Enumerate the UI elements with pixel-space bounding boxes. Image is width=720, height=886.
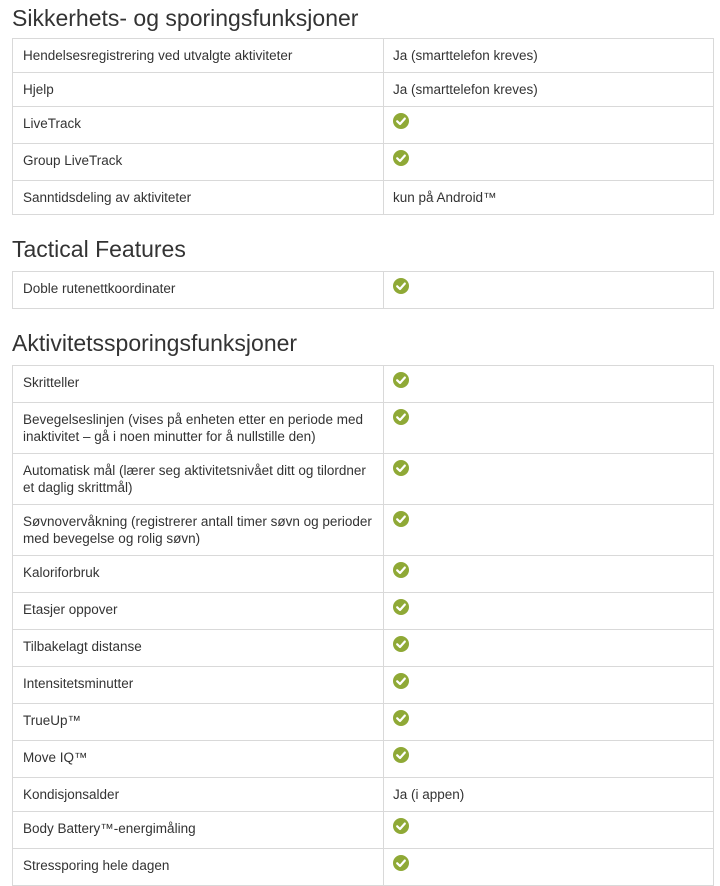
table-row — [13, 403, 714, 454]
feature-label: Doble rutenettkoordinater — [13, 272, 384, 309]
feature-label: Hendelsesregistrering ved utvalgte aktiviteter — [13, 39, 384, 73]
feature-label: Stressporing hele dagen — [13, 849, 384, 886]
feature-value: Ja (smarttelefon kreves) — [384, 73, 714, 107]
feature-value — [384, 741, 714, 778]
check-icon — [393, 372, 409, 388]
table-row — [13, 556, 714, 593]
feature-value — [384, 403, 714, 454]
table-row — [13, 107, 714, 144]
check-icon — [393, 747, 409, 763]
table-row — [13, 366, 714, 403]
feature-value — [384, 630, 714, 667]
spec-table-tactical — [12, 271, 714, 309]
feature-value — [384, 505, 714, 556]
check-icon — [393, 710, 409, 726]
feature-label: Kondisjonsalder — [13, 778, 384, 812]
feature-value — [384, 272, 714, 309]
spec-table-safety — [12, 38, 714, 215]
table-row — [13, 454, 714, 505]
check-icon — [393, 511, 409, 527]
table-row — [13, 39, 714, 73]
check-icon — [393, 818, 409, 834]
check-icon — [393, 460, 409, 476]
check-icon — [393, 150, 409, 166]
feature-value — [384, 593, 714, 630]
table-row — [13, 741, 714, 778]
table-row — [13, 272, 714, 309]
check-icon — [393, 673, 409, 689]
spec-page — [0, 2, 720, 886]
feature-value — [384, 107, 714, 144]
feature-value — [384, 144, 714, 181]
feature-value — [384, 454, 714, 505]
section-title-safety: Sikkerhets- og sporingsfunksjoner — [12, 5, 359, 31]
feature-label: LiveTrack — [13, 107, 384, 144]
feature-value — [384, 366, 714, 403]
feature-label: Etasjer oppover — [13, 593, 384, 630]
feature-label: Move IQ™ — [13, 741, 384, 778]
table-row — [13, 593, 714, 630]
table-row — [13, 181, 714, 215]
feature-value: Ja (i appen) — [384, 778, 714, 812]
spec-table-activity — [12, 365, 714, 886]
table-row — [13, 630, 714, 667]
feature-label: Group LiveTrack — [13, 144, 384, 181]
table-row — [13, 667, 714, 704]
check-icon — [393, 278, 409, 294]
feature-value — [384, 812, 714, 849]
check-icon — [393, 113, 409, 129]
feature-label: Body Battery™-energimåling — [13, 812, 384, 849]
feature-label: Kaloriforbruk — [13, 556, 384, 593]
check-icon — [393, 409, 409, 425]
section-title-tactical: Tactical Features — [12, 236, 186, 262]
feature-value — [384, 704, 714, 741]
feature-value: kun på Android™ — [384, 181, 714, 215]
feature-value — [384, 556, 714, 593]
feature-label: Automatisk mål (lærer seg aktivitetsnivået ditt og tilordner et daglig skrittmål) — [13, 454, 384, 505]
table-row — [13, 849, 714, 886]
check-icon — [393, 562, 409, 578]
section-title-activity: Aktivitetssporingsfunksjoner — [12, 330, 298, 356]
table-row — [13, 73, 714, 107]
feature-label: Hjelp — [13, 73, 384, 107]
table-row — [13, 144, 714, 181]
check-icon — [393, 855, 409, 871]
feature-label: Skritteller — [13, 366, 384, 403]
check-icon — [393, 636, 409, 652]
check-icon — [393, 599, 409, 615]
table-row — [13, 812, 714, 849]
feature-label: Søvnovervåkning (registrerer antall timer søvn og perioder med bevegelse og rolig søvn) — [13, 505, 384, 556]
feature-label: Tilbakelagt distanse — [13, 630, 384, 667]
table-row — [13, 778, 714, 812]
feature-value — [384, 667, 714, 704]
feature-value — [384, 849, 714, 886]
table-row — [13, 704, 714, 741]
feature-label: Bevegelseslinjen (vises på enheten etter en periode med inaktivitet – gå i noen minutter for å nullstille den) — [13, 403, 384, 454]
feature-label: Sanntidsdeling av aktiviteter — [13, 181, 384, 215]
feature-value: Ja (smarttelefon kreves) — [384, 39, 714, 73]
feature-label: Intensitetsminutter — [13, 667, 384, 704]
table-row — [13, 505, 714, 556]
feature-label: TrueUp™ — [13, 704, 384, 741]
